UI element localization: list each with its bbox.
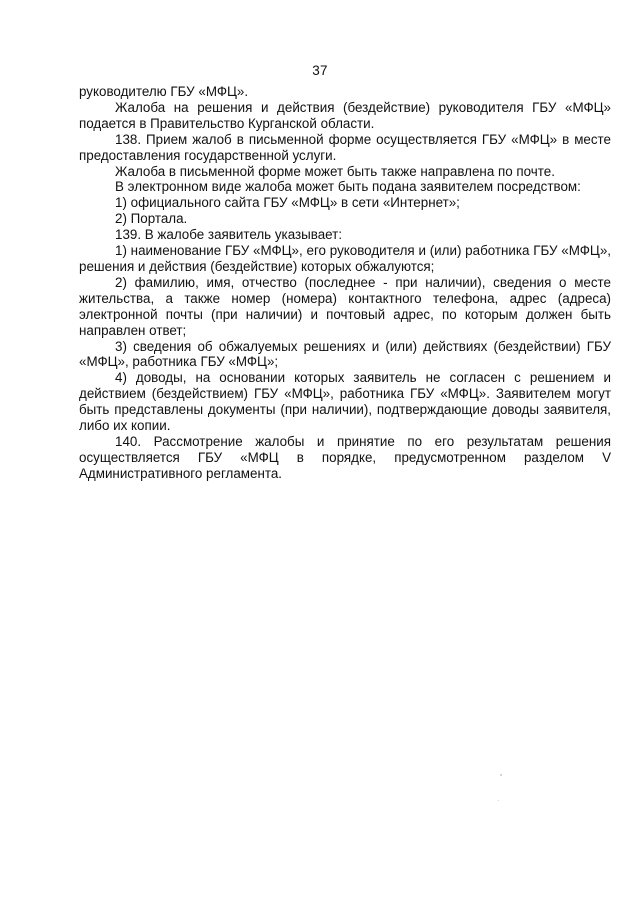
list-item-name: 1) наименование ГБУ «МФЦ», его руководителя и (или) работника ГБУ «МФЦ», решения и действия (бездействие) которых обжалуются; bbox=[79, 243, 611, 274]
paragraph-139: 139. В жалобе заявитель указывает: bbox=[115, 227, 343, 243]
scan-artifact bbox=[500, 774, 502, 776]
list-item-website: 1) официального сайта ГБУ «МФЦ» в сети «Интернет»; bbox=[115, 195, 460, 211]
paragraph-mail: Жалоба в письменной форме может быть также направлена по почте. bbox=[115, 163, 555, 179]
paragraph-138: 138. Прием жалоб в письменной форме осуществляется ГБУ «МФЦ» в месте предоставления государственной услуги. bbox=[79, 131, 611, 163]
list-item-portal: 2) Портала. bbox=[115, 211, 188, 227]
paragraph-140: 140. Рассмотрение жалобы и принятие по его результатам решения осуществляется ГБУ «МФЦ в порядке, предусмотренном разделом V Административного регламента. bbox=[79, 433, 611, 481]
paragraph-continuation: руководителю ГБУ «МФЦ». bbox=[79, 84, 249, 99]
list-item-arguments: 4) доводы, на основании которых заявитель не согласен с решением и действием (бездействием) ГБУ «МФЦ», работника ГБУ «МФЦ». Заявителем могут быть представлены документы (при наличии), подтверждающие доводы заявителя, либо их копии. bbox=[79, 370, 611, 434]
page-number: 37 bbox=[312, 63, 328, 78]
list-item-appealed-decisions: 3) сведения об обжалуемых решениях и (или) действиях (бездействии) ГБУ «МФЦ», работника ГБУ «МФЦ»; bbox=[79, 338, 611, 370]
list-item-personal-data: 2) фамилию, имя, отчество (последнее - при наличии), сведения о месте жительства, а также номер (номера) контактного телефона, адрес (адреса) электронной почты (при наличии) и почтовый адрес, по которым должен быть направлен ответ; bbox=[79, 274, 611, 338]
document-body bbox=[79, 84, 611, 482]
paragraph-complaint-recipient: Жалоба на решения и действия (бездействие) руководителя ГБУ «МФЦ» подается в Правительство Курганской области. bbox=[79, 99, 611, 131]
scan-artifact bbox=[498, 800, 499, 801]
paragraph-electronic: В электронном виде жалоба может быть подана заявителем посредством: bbox=[115, 179, 581, 195]
